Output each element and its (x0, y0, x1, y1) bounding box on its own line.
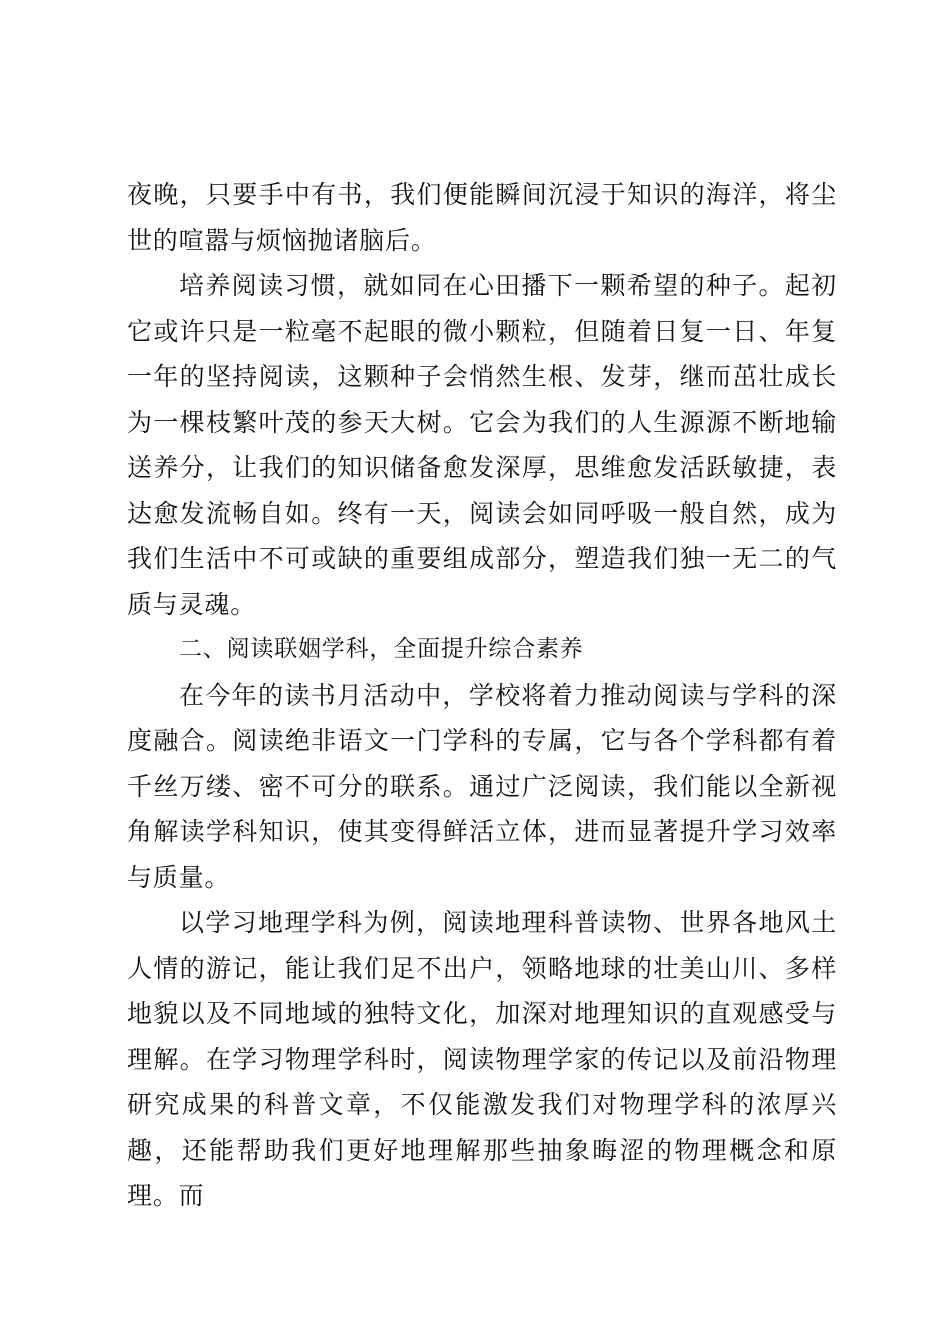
paragraph-reading-habit: 培养阅读习惯，就如同在心田播下一颗希望的种子。起初它或许只是一粒毫不起眼的微小颗粒，但随着日复一日、年复一年的坚持阅读，这颗种子会悄然生根、发芽，继而茁壮成长为一棵枝繁叶茂的参天大树。它会为我们的人生源源不断地输送养分，让我们的知识储备愈发深厚，思维愈发活跃敏捷，表达愈发流畅自如。终有一天，阅读会如同呼吸一般自然，成为我们生活中不可或缺的重要组成部分，塑造我们独一无二的气质与灵魂。 (127, 271, 837, 619)
document-body (127, 172, 837, 1219)
paragraph-continuation: 夜晚，只要手中有书，我们便能瞬间沉浸于知识的海洋，将尘世的喧嚣与烦恼抛诸脑后。 (127, 180, 837, 255)
paragraph-geography-physics: 以学习地理学科为例，阅读地理科普读物、世界各地风土人情的游记，能让我们足不出户，领略地球的壮美山川、多样地貌以及不同地域的独特文化，加深对地理知识的直观感受与理解。在学习物理学科时，阅读物理学家的传记以及前沿物理研究成果的科普文章，不仅能激发我们对物理学科的浓厚兴趣，还能帮助我们更好地理解那些抽象晦涩的物理概念和原理。而 (127, 908, 837, 1210)
section-heading-2: 二、阅读联姻学科，全面提升综合素养 (179, 636, 584, 662)
paragraph-subject-integration: 在今年的读书月活动中，学校将着力推动阅读与学科的深度融合。阅读绝非语文一门学科的专属，它与各个学科都有着千丝万缕、密不可分的联系。通过广泛阅读，我们能以全新视角解读学科知识，使其变得鲜活立体，进而显著提升学习效率与质量。 (127, 680, 837, 892)
